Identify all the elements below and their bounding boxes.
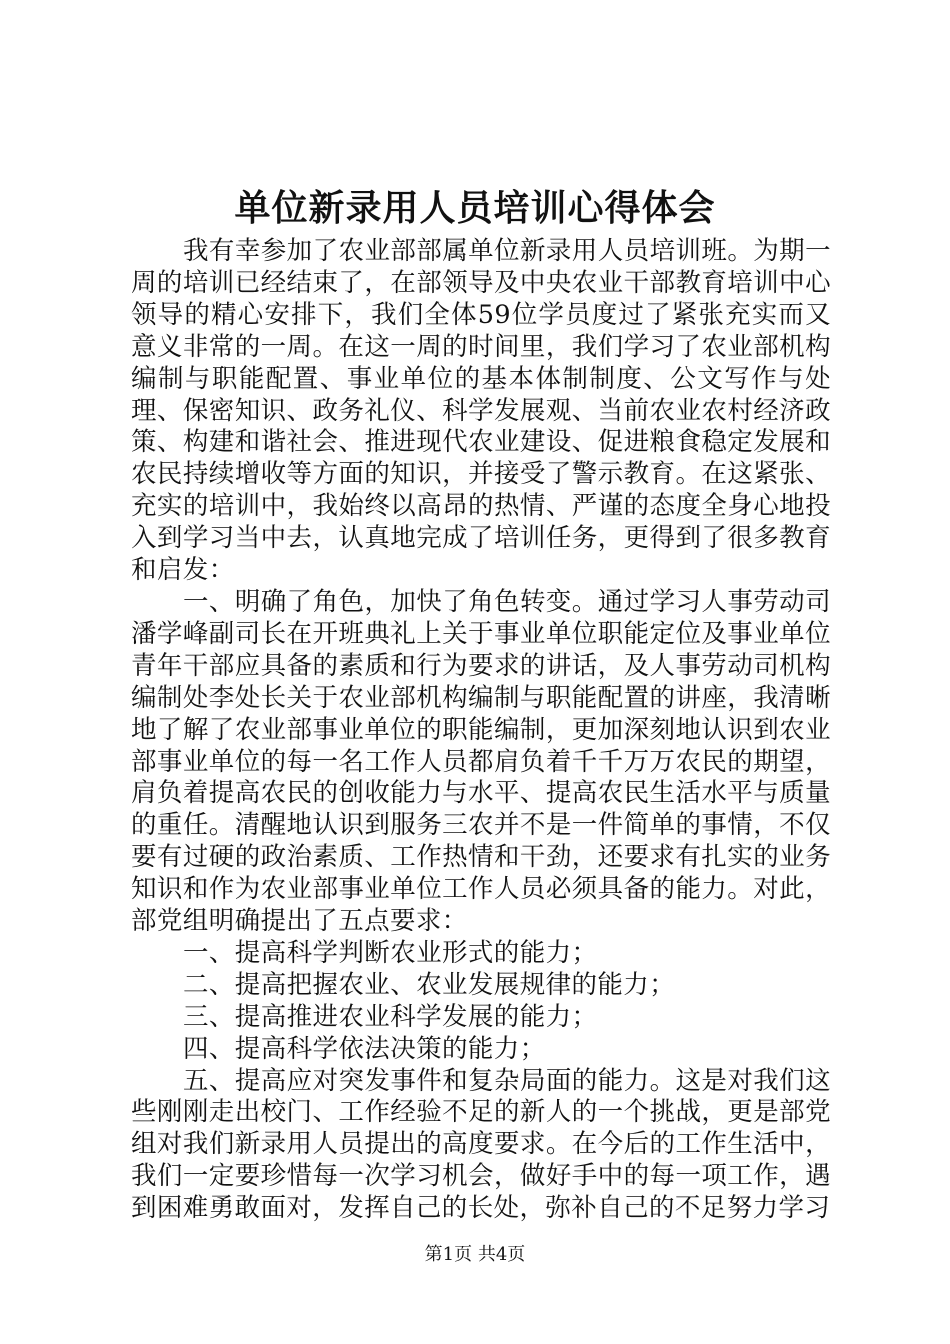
requirement-item-4: 四、提高科学依法决策的能力； <box>183 1033 546 1064</box>
document-title: 单位新录用人员培训心得体会 <box>234 187 716 229</box>
paragraph-intro: 我有幸参加了农业部部属单位新录用人员培训班。为期一周的培训已经结束了，在部领导及中央农业干部教育培训中心领导的精心安排下，我们全体59位学员度过了紧张充实而又意义非常的一周。在这一周的时间里，我们学习了农业部机构编制与职能配置、事业单位的基本体制制度、公文写作与处理、保密知识、政务礼仪、科学发展观、当前农业农村经济政策、构建和谐社会、推进现代农业建设、促进粮食稳定发展和农民持续增收等方面的知识，并接受了警示教育。在这紧张、充实的培训中，我始终以高昂的热情、严谨的态度全身心地投入到学习当中去，认真地完成了培训任务，更得到了很多教育和启发： <box>131 236 831 586</box>
requirement-item-5: 五、提高应对突发事件和复杂局面的能力。这是对我们这些刚刚走出校门、工作经验不足的新人的一个挑战，更是部党组对我们新录用人员提出的高度要求。在今后的工作生活中，我们一定要珍惜每一次学习机会，做好手中的每一项工作，遇到困难勇敢面对，发挥自己的长处，弥补自己的不足努力学习 <box>131 1065 831 1224</box>
page-indicator: 第1页 共4页 <box>424 1244 526 1265</box>
requirement-item-1: 一、提高科学判断农业形式的能力； <box>183 937 598 968</box>
requirement-item-3: 三、提高推进农业科学发展的能力； <box>183 1001 598 1032</box>
document-body <box>131 236 831 1225</box>
paragraph-section-one: 一、明确了角色，加快了角色转变。通过学习人事劳动司潘学峰副司长在开班典礼上关于事业单位职能定位及事业单位青年干部应具备的素质和行为要求的讲话，及人事劳动司机构编制处李处长关于农业部机构编制与职能配置的讲座，我清晰地了解了农业部事业单位的职能编制，更加深刻地认识到农业部事业单位的每一名工作人员都肩负着千千万万农民的期望，肩负着提高农民的创收能力与水平、提高农民生活水平与质量的重任。清醒地认识到服务三农并不是一件简单的事情，不仅要有过硬的政治素质、工作热情和干劲，还要求有扎实的业务知识和作为农业部事业单位工作人员必须具备的能力。对此，部党组明确提出了五点要求： <box>131 586 831 937</box>
requirement-item-2: 二、提高把握农业、农业发展规律的能力； <box>183 969 676 1000</box>
